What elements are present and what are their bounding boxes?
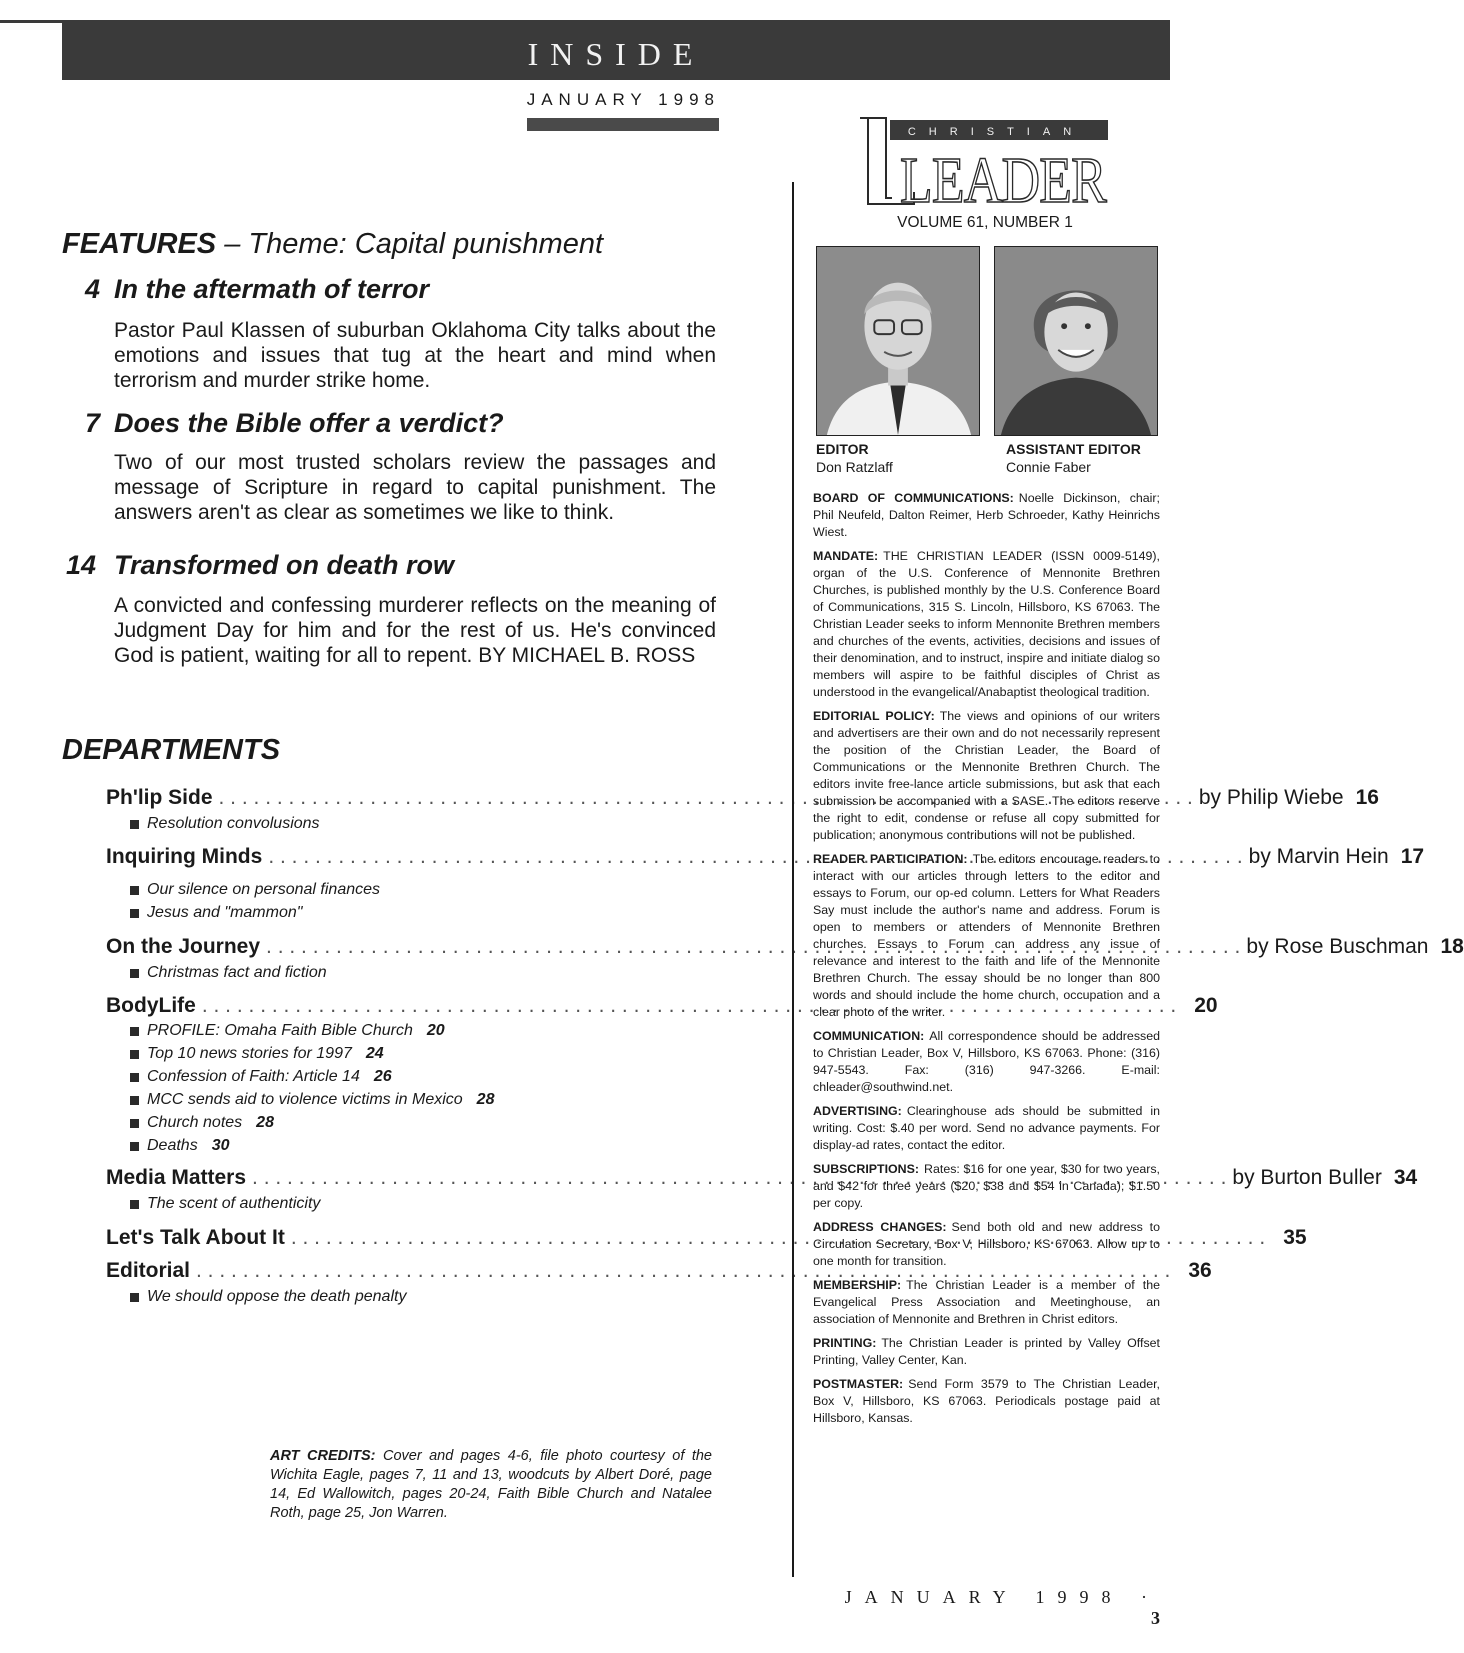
- folio-date: JANUARY 1998: [844, 1587, 1124, 1607]
- subitem-text: Christmas fact and fiction: [147, 964, 327, 981]
- masthead-label: MANDATE:: [813, 549, 879, 563]
- subitem-text: Top 10 news stories for 1997: [147, 1045, 352, 1062]
- department-subitem: [130, 815, 320, 833]
- subitem-text: The scent of authenticity: [147, 1195, 321, 1212]
- square-bullet-icon: [130, 1200, 139, 1209]
- square-bullet-icon: [130, 1027, 139, 1036]
- subitem-page: 28: [476, 1091, 495, 1108]
- square-bullet-icon: [130, 820, 139, 829]
- department-subitem: [130, 904, 302, 922]
- features-dash: –: [224, 228, 241, 260]
- department-name: Ph'lip Side: [106, 786, 213, 809]
- subitem-text: Jesus and "mammon": [147, 904, 303, 921]
- masthead-reader-participation: [813, 851, 1160, 1021]
- masthead-mandate: [813, 548, 1160, 701]
- subitem-text: Church notes: [147, 1114, 243, 1131]
- department-page: 17: [1400, 845, 1425, 868]
- department-page: 35: [1283, 1226, 1307, 1249]
- assistant-editor-portrait-image: [995, 247, 1157, 435]
- masthead-text: The views and opinions of our writers and advertisers are their own and do not necessarily represent the position of the Christian Leader, the Board of Communications or the Mennonite Brethren Church. The editors invite free-lance article submissions, but ask that each submission be accompanied with a SASE. The editors reserve the right to edit, condense or refuse all copy submitted for publication; anonymous contributions will not be published.: [813, 709, 1160, 842]
- subitem-text: PROFILE: Omaha Faith Bible Church: [147, 1022, 413, 1039]
- masthead-text: Send Form 3579 to The Christian Leader, Box V, Hillsboro, KS 67063. Periodicals postage paid at Hillsboro, Kansas.: [813, 1377, 1160, 1425]
- square-bullet-icon: [130, 1073, 139, 1082]
- subitem-text: We should oppose the death penalty: [147, 1288, 407, 1305]
- masthead-label: EDITORIAL POLICY:: [813, 709, 935, 723]
- banner-title: INSIDE: [527, 36, 705, 72]
- subitem-page: 24: [365, 1045, 384, 1062]
- department-subitem: [130, 1045, 384, 1063]
- masthead-communication: [813, 1028, 1160, 1096]
- feature-title[interactable]: In the aftermath of terror: [114, 274, 430, 304]
- department-name: Let's Talk About It: [106, 1226, 285, 1249]
- department-author: by Rose Buschman: [1246, 935, 1429, 958]
- art-credits-text: Cover and pages 4-6, file photo courtesy of the Wichita Eagle, pages 7, 11 and 13, woodcuts by Albert Doré, page 14, Ed Wallowitch, pages 20-24, Faith Bible Church and Natalee Roth, page 25, Jon Warren.: [270, 1448, 712, 1521]
- masthead-text: The editors encourage readers to interact with our articles through letters to the editor and essays to Forum, our op-ed column. Letters for What Readers Say must include the author's name and address. Forum is open to members or attenders of Mennonite Brethren churches. Essays to Forum can address any issue of relevance and interest to the faith and life of the Mennonite Brethren Church. The essay should be no longer than 800 words and should include the home church, occupation and a clear photo of the writer.: [813, 852, 1160, 1019]
- column-divider: [792, 182, 794, 1577]
- masthead-text: Rates: $16 for one year, $30 for two years, and $42 for three years ($20, $38 and $54 in Canada); $1.50 per copy.: [813, 1162, 1160, 1210]
- department-author: by Philip Wiebe: [1198, 786, 1344, 809]
- logo-word-christian: CHRISTIAN: [907, 126, 1085, 138]
- masthead-label: SUBSCRIPTIONS:: [813, 1162, 920, 1176]
- page-folio: [820, 1587, 1160, 1629]
- department-author: by Burton Buller: [1232, 1166, 1382, 1189]
- department-subitem: [130, 1022, 445, 1040]
- subitem-text: MCC sends aid to violence victims in Mexico: [147, 1091, 463, 1108]
- department-name: Media Matters: [106, 1166, 247, 1189]
- masthead-editorial-policy: [813, 708, 1160, 844]
- masthead-text: Clearinghouse ads should be submitted in writing. Cost: $.40 per word. Send no advance payments. For display-ad rates, contact the editor.: [813, 1104, 1160, 1152]
- christian-leader-logo: [856, 112, 1112, 217]
- feature-title[interactable]: Does the Bible offer a verdict?: [114, 408, 504, 438]
- department-subitem: [130, 964, 327, 982]
- masthead-label: BOARD OF COMMUNICATIONS:: [813, 491, 1014, 505]
- subitem-page: 26: [373, 1068, 392, 1085]
- square-bullet-icon: [130, 969, 139, 978]
- square-bullet-icon: [130, 909, 139, 918]
- subitem-text: Resolution convolusions: [147, 815, 320, 832]
- department-author: by Marvin Hein: [1248, 845, 1389, 868]
- department-name: On the Journey: [106, 935, 261, 958]
- department-page: 34: [1393, 1166, 1418, 1189]
- masthead-label: MEMBERSHIP:: [813, 1278, 902, 1292]
- subitem-text: Our silence on personal finances: [147, 881, 381, 898]
- square-bullet-icon: [130, 1293, 139, 1302]
- assistant-editor-name: Connie Faber: [1006, 459, 1091, 475]
- logo-graphic: [856, 112, 1112, 217]
- department-subitem: [130, 1068, 392, 1086]
- department-name: Inquiring Minds: [106, 845, 263, 868]
- masthead-text: THE CHRISTIAN LEADER (ISSN 0009-5149), organ of the U.S. Conference of Mennonite Brethren Churches, is published monthly by the U.S. Conference Board of Communications, 315 S. Lincoln, Hillsboro, KS 67063. The Christian Leader seeks to inform Mennonite Brethren members and churches of the events, activities, decisions and issues of their denomination, and to instruct, inspire and initiate dialog so members will aspire to be faithful disciples of Christ as understood in the evangelical/Anabaptist theological tradition.: [813, 549, 1160, 699]
- department-name: Editorial: [106, 1259, 191, 1282]
- masthead-address-changes: [813, 1219, 1160, 1270]
- department-page: 16: [1355, 786, 1379, 809]
- masthead-label: READER PARTICIPATION:: [813, 852, 968, 866]
- department-subitem: [130, 1288, 406, 1306]
- assistant-editor-photo: [994, 246, 1158, 436]
- feature-description: A convicted and confessing murderer reflects on the meaning of Judgment Day for him and for the rest of us. He's convinced God is patient, waiting for all to repent. BY MICHAEL B. ROSS: [114, 594, 716, 667]
- department-page: 20: [1194, 994, 1218, 1017]
- masthead-advertising: [813, 1103, 1160, 1154]
- masthead-subscriptions: [813, 1161, 1160, 1212]
- feature-page-number: 4: [84, 274, 100, 304]
- department-name: BodyLife: [106, 994, 196, 1017]
- masthead-text: The Christian Leader is printed by Valley Offset Printing, Valley Center, Kan.: [813, 1336, 1160, 1367]
- masthead-label: ADVERTISING:: [813, 1104, 902, 1118]
- feature-page-number: 14: [65, 550, 96, 580]
- editor-role: EDITOR: [816, 441, 869, 457]
- department-subitem: [130, 1114, 274, 1132]
- features-heading: [62, 228, 603, 261]
- features-label: FEATURES: [62, 228, 217, 260]
- masthead-label: ADDRESS CHANGES:: [813, 1220, 947, 1234]
- masthead-text: Send both old and new address to Circulation Secretary, Box V, Hillsboro, KS 67063. Allow up to one month for transition.: [813, 1220, 1160, 1268]
- square-bullet-icon: [130, 1050, 139, 1059]
- square-bullet-icon: [130, 1096, 139, 1105]
- assistant-editor-role: ASSISTANT EDITOR: [1006, 441, 1141, 457]
- department-subitem: [130, 881, 380, 899]
- department-row[interactable]: [106, 935, 1464, 959]
- square-bullet-icon: [130, 1142, 139, 1151]
- editor-name: Don Ratzlaff: [816, 459, 893, 475]
- department-page: 18: [1440, 935, 1464, 958]
- department-page: 36: [1188, 1259, 1212, 1282]
- masthead-printing: [813, 1335, 1160, 1369]
- masthead-label: PRINTING:: [813, 1336, 877, 1350]
- department-row[interactable]: [106, 1259, 1212, 1283]
- masthead-postmaster: [813, 1376, 1160, 1427]
- masthead-board: [813, 490, 1160, 541]
- subitem-page: 20: [426, 1022, 445, 1039]
- square-bullet-icon: [130, 1119, 139, 1128]
- departments-heading: DEPARTMENTS: [62, 734, 281, 766]
- masthead-membership: [813, 1277, 1160, 1328]
- date-bar: [527, 118, 719, 131]
- volume-number: VOLUME 61, NUMBER 1: [897, 214, 1073, 231]
- square-bullet-icon: [130, 886, 139, 895]
- department-subitem: [130, 1137, 230, 1155]
- page-number: 3: [1151, 1608, 1160, 1628]
- feature-title[interactable]: Transformed on death row: [114, 550, 455, 580]
- masthead-label: POSTMASTER:: [813, 1377, 904, 1391]
- department-row[interactable]: [106, 786, 1379, 810]
- editor-photo: [816, 246, 980, 436]
- inside-banner: [62, 20, 1170, 80]
- department-subitem: [130, 1195, 320, 1213]
- feature-page-number: 7: [84, 408, 100, 438]
- masthead-text: The Christian Leader is a member of the Evangelical Press Association and Meetinghouse, an association of Mennonite and Brethren in Christ editors.: [813, 1278, 1160, 1326]
- masthead-text: Noelle Dickinson, chair; Phil Neufeld, Dalton Reimer, Herb Schroeder, Kathy Heinrichs Wiest.: [813, 491, 1160, 539]
- logo-word-leader: LEADER: [900, 144, 1107, 217]
- masthead: [813, 490, 1160, 1434]
- masthead-text: All correspondence should be addressed to Christian Leader, Box V, Hillsboro, KS 67063. Phone: (316) 947-5543. Fax: (316) 947-3266. E-mail: chleader@southwind.net.: [813, 1029, 1160, 1094]
- editor-portrait-image: [817, 247, 979, 435]
- art-credits: [270, 1447, 712, 1523]
- art-credits-label: ART CREDITS:: [270, 1448, 376, 1464]
- feature-description: Pastor Paul Klassen of suburban Oklahoma City talks about the emotions and issues that tug at the heart and mind when terrorism and murder strike home.: [114, 319, 716, 392]
- folio-separator: ·: [1141, 1587, 1160, 1607]
- feature-description: Two of our most trusted scholars review the passages and message of Scripture in regard to capital punishment. The answers aren't as clear as sometimes we like to think.: [114, 451, 716, 524]
- features-theme: Theme: Capital punishment: [248, 228, 604, 260]
- subitem-page: 30: [211, 1137, 230, 1154]
- subitem-page: 28: [256, 1114, 274, 1131]
- masthead-label: COMMUNICATION:: [813, 1029, 925, 1043]
- issue-date: JANUARY 1998: [526, 90, 720, 109]
- subitem-text: Confession of Faith: Article 14: [147, 1068, 360, 1085]
- subitem-text: Deaths: [147, 1137, 198, 1154]
- department-row[interactable]: [106, 994, 1218, 1018]
- banner-rule-left: [0, 20, 62, 23]
- department-subitem: [130, 1091, 494, 1109]
